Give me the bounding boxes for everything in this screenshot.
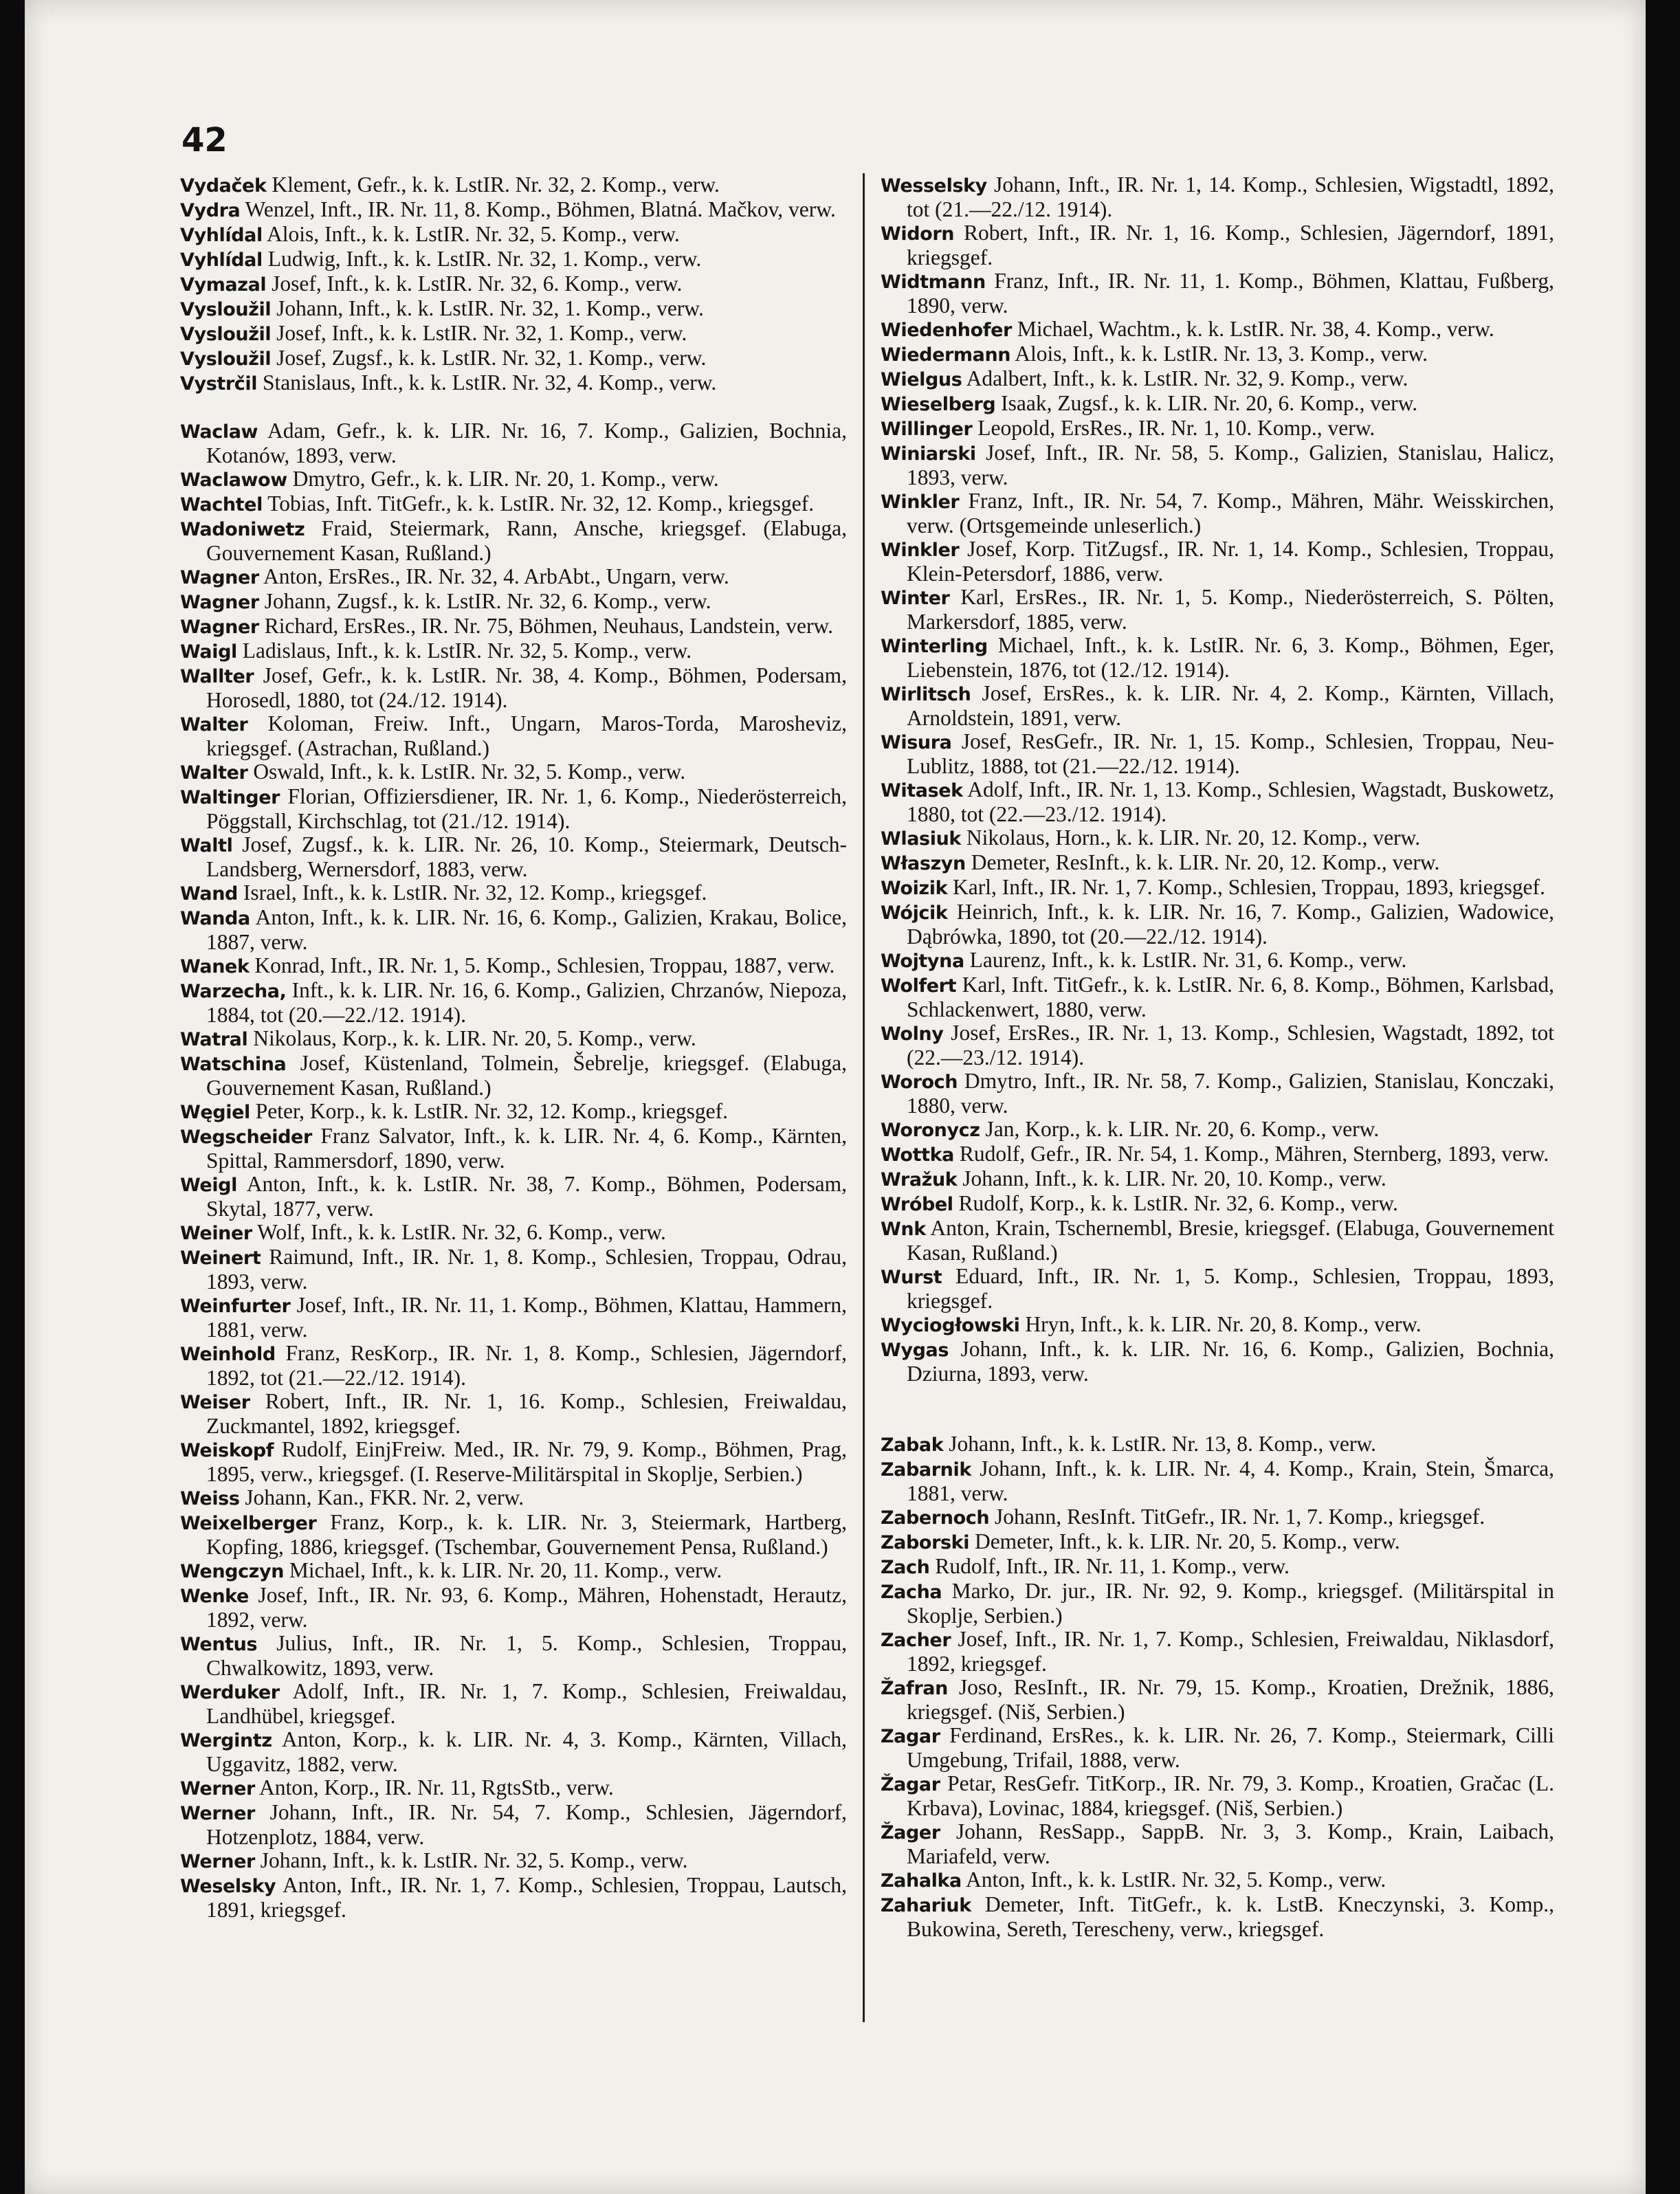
entry-text: Stanislaus, Inft., k. k. LstIR. Nr. 32, 4. Komp., verw. (262, 370, 717, 395)
list-item (881, 269, 1554, 318)
entry-text: Klement, Gefr., k. k. LstIR. Nr. 32, 2. Komp., verw. (272, 173, 720, 197)
entry-text: Konrad, Inft., IR. Nr. 1, 5. Komp., Schlesien, Troppau, 1887, verw. (254, 953, 835, 977)
entry-text: Adam, Gefr., k. k. LIR. Nr. 16, 7. Komp., Galizien, Bochnia, Kotanów, 1893, verw. (206, 419, 848, 467)
list-item (881, 1580, 1554, 1628)
entry-name: Weinhold (180, 1344, 276, 1365)
list-item (881, 634, 1554, 682)
entry-text: Josef, Korp. TitZugsf., IR. Nr. 1, 14. Komp., Schlesien, Troppau, Klein-Petersdorf, 1886, verw. (907, 537, 1555, 586)
entry-text: Josef, Gefr., k. k. LstIR. Nr. 38, 4. Komp., Böhmen, Podersam, Horosedl, 1880, tot (24./12. 1914). (206, 663, 848, 712)
entry-text: Alois, Inft., k. k. LstIR. Nr. 13, 3. Komp., verw. (1015, 342, 1428, 366)
list-item (881, 1530, 1554, 1555)
list-item (180, 1100, 847, 1124)
list-item (180, 785, 847, 833)
list-item (881, 1118, 1554, 1142)
entry-text: Florian, Offiziersdiener, IR. Nr. 1, 6. Komp., Niederösterreich, Pöggstall, Kirchschlag, tot (21./12. 1914). (206, 784, 847, 833)
entry-text: Josef, Inft., k. k. LstIR. Nr. 32, 6. Komp., verw. (272, 272, 683, 296)
entry-text: Adolf, Inft., IR. Nr. 1, 7. Komp., Schlesien, Freiwaldau, Landhübel, kriegsgef. (206, 1679, 847, 1728)
entry-text: Marko, Dr. jur., IR. Nr. 92, 9. Komp., kriegsgef. (Militärspital in Skoplje, Serbien.) (907, 1579, 1554, 1628)
entry-text: Julius, Inft., IR. Nr. 1, 5. Komp., Schlesien, Troppau, Chwalkowitz, 1893, verw. (206, 1631, 848, 1680)
entry-name: Vyhlídal (180, 225, 263, 246)
entry-name: Wróbel (881, 1194, 953, 1215)
list-item (180, 590, 847, 614)
entry-text: Wolf, Inft., k. k. LstIR. Nr. 32, 6. Komp., verw. (257, 1220, 666, 1244)
entry-name: Werner (180, 1851, 255, 1872)
list-item (180, 1559, 847, 1584)
list-item (881, 1724, 1554, 1772)
list-item (180, 371, 847, 396)
list-item (180, 1294, 847, 1342)
list-item (180, 614, 847, 639)
list-item (180, 1390, 847, 1438)
list-item (180, 639, 847, 664)
left-column (180, 173, 847, 1922)
list-item (180, 979, 847, 1027)
entry-text: Dmytro, Gefr., k. k. LIR. Nr. 20, 1. Komp., verw. (292, 467, 719, 491)
entry-name: Vydra (180, 200, 241, 221)
entry-text: Johann, Zugsf., k. k. LstIR. Nr. 32, 6. Komp., verw. (264, 589, 711, 613)
entry-name: Zaborski (881, 1532, 970, 1553)
entry-name: Werner (180, 1803, 255, 1824)
list-item (180, 198, 847, 223)
list-item (881, 1192, 1554, 1217)
entry-name: Wolfert (881, 975, 957, 997)
entry-text: Tobias, Inft. TitGefr., k. k. LstIR. Nr. 32, 12. Komp., kriegsgef. (267, 491, 815, 516)
list-item (180, 346, 847, 371)
entry-name: Wojtyna (881, 951, 964, 972)
entry-text: Demeter, Inft. TitGefr., k. k. LstB. Kneczynski, 3. Komp., Bukowina, Sereth, Terescheny, verw., kriegsgef. (907, 1892, 1554, 1941)
entry-name: Widorn (881, 223, 955, 245)
list-item (881, 1505, 1554, 1530)
entry-text: Karl, Inft., IR. Nr. 1, 7. Komp., Schlesien, Troppau, 1893, kriegsgef. (953, 875, 1545, 899)
list-item (180, 833, 847, 881)
entry-name: Wentus (180, 1634, 258, 1655)
entry-text: Johann, ResSapp., SappB. Nr. 3, 3. Komp., Krain, Laibach, Mariafeld, verw. (907, 1819, 1554, 1868)
list-item (180, 565, 847, 590)
entry-name: Wiedermann (881, 344, 1011, 366)
entry-name: Wójcik (881, 902, 948, 924)
entry-name: Walter (180, 762, 248, 784)
entry-name: Zabernoch (881, 1507, 990, 1529)
list-item (881, 1070, 1554, 1118)
entry-name: Zabarnik (881, 1459, 971, 1481)
entry-text: Josef, Inft., IR. Nr. 93, 6. Komp., Mähren, Hohenstadt, Herautz, 1892, verw. (206, 1583, 847, 1632)
entry-text: Johann, Kan., FKR. Nr. 2, verw. (245, 1485, 524, 1509)
list-item (180, 173, 847, 198)
entry-name: Wengczyn (180, 1561, 285, 1582)
list-item (881, 392, 1554, 417)
entry-name: Wiedenhofer (881, 320, 1012, 341)
list-item (881, 417, 1554, 441)
entry-text: Richard, ErsRes., IR. Nr. 75, Böhmen, Neuhaus, Landstein, verw. (264, 614, 834, 638)
entry-text: Josef, Zugsf., k. k. LstIR. Nr. 32, 1. Komp., verw. (276, 346, 707, 370)
entry-text: Nikolaus, Horn., k. k. LIR. Nr. 20, 12. Komp., verw. (966, 825, 1421, 850)
list-item (180, 1680, 847, 1728)
entry-name: Wisura (881, 732, 952, 753)
list-item (180, 1801, 847, 1849)
entry-text: Johann, Inft., k. k. LIR. Nr. 16, 6. Komp., Galizien, Bochnia, Dziurna, 1893, verw. (907, 1337, 1554, 1386)
entry-name: Widtmann (881, 272, 986, 293)
entry-name: Zagar (881, 1726, 940, 1747)
list-item (881, 682, 1554, 730)
entry-text: Inft., k. k. LIR. Nr. 16, 6. Komp., Galizien, Chrzanów, Niepoza, 1884, tot (20.—22./12. 1914). (206, 978, 847, 1027)
entry-text: Johann, ResInft. TitGefr., IR. Nr. 1, 7. Komp., kriegsgef. (995, 1505, 1485, 1529)
entry-text: Josef, Inft., IR. Nr. 11, 1. Komp., Böhmen, Klattau, Hammern, 1881, verw. (206, 1293, 848, 1342)
entry-name: Zach (881, 1557, 930, 1578)
list-item (881, 1265, 1554, 1313)
entry-name: Weiss (180, 1488, 240, 1509)
entry-name: Wirlitsch (881, 684, 971, 705)
entry-text: Karl, ErsRes., IR. Nr. 1, 5. Komp., Niederösterreich, S. Pölten, Markersdorf, 1885, verw. (907, 585, 1554, 634)
entry-text: Johann, Inft., IR. Nr. 1, 14. Komp., Schlesien, Wigstadtl, 1892, tot (21.—22./12. 1914). (907, 173, 1555, 221)
list-item (180, 1874, 847, 1922)
list-item (180, 223, 847, 247)
list-item (180, 1173, 847, 1221)
entry-text: Rudolf, Inft., IR. Nr. 11, 1. Komp., verw. (935, 1554, 1290, 1578)
list-item (881, 851, 1554, 876)
list-item (180, 247, 847, 272)
list-item (180, 297, 847, 322)
entry-text: Michael, Inft., k. k. LIR. Nr. 20, 11. Komp., verw. (289, 1558, 722, 1582)
list-item (881, 1676, 1554, 1724)
entry-name: Vysloužil (180, 348, 272, 370)
entry-name: Vymazal (180, 274, 267, 296)
entry-name: Właszyn (881, 853, 966, 874)
list-item (881, 1457, 1554, 1505)
list-item (881, 1167, 1554, 1192)
entry-name: Vysloužil (180, 324, 272, 345)
entry-name: Zabak (881, 1434, 944, 1456)
entry-name: Waltl (180, 835, 233, 856)
entry-name: Wagner (180, 592, 259, 613)
entry-name: Wallter (180, 666, 254, 687)
entry-name: Wražuk (881, 1169, 958, 1190)
entry-name: Winkler (881, 540, 960, 561)
entry-text: Dmytro, Inft., IR. Nr. 58, 7. Komp., Galizien, Stanislau, Konczaki, 1880, verw. (907, 1069, 1555, 1118)
entry-name: Winkler (881, 491, 960, 513)
entry-text: Heinrich, Inft., k. k. LIR. Nr. 16, 7. Komp., Galizien, Wadowice, Dąbrówka, 1890, tot (20.—22./12. 1914). (907, 900, 1555, 949)
list-item (881, 949, 1554, 973)
entry-text: Oswald, Inft., k. k. LstIR. Nr. 32, 5. Komp., verw. (253, 760, 686, 784)
entry-name: Weiner (180, 1223, 252, 1244)
entry-name: Wielgus (881, 369, 962, 390)
document-page (25, 0, 1646, 2194)
list-item (881, 1868, 1554, 1893)
entry-name: Wesselsky (881, 175, 987, 197)
entry-text: Johann, Inft., k. k. LstIR. Nr. 32, 5. Komp., verw. (260, 1848, 688, 1872)
entry-text: Joso, ResInft., IR. Nr. 79, 15. Komp., Kroatien, Drežnik, 1886, kriegsgef. (Niš, Serbien.) (907, 1675, 1555, 1724)
list-item (881, 973, 1554, 1021)
page-number: 42 (181, 121, 228, 159)
entry-text: Karl, Inft. TitGefr., k. k. LstIR. Nr. 6, 8. Komp., Böhmen, Karlsbad, Schlackenwert, 1880, verw. (907, 973, 1555, 1021)
entry-text: Josef, ErsRes., IR. Nr. 1, 13. Komp., Schlesien, Wagstadt, 1892, tot (22.—23./12. 1914). (907, 1021, 1554, 1070)
entry-name: Wnk (881, 1219, 926, 1240)
entry-text: Johann, Inft., k. k. LIR. Nr. 4, 4. Komp., Krain, Stein, Šmarca, 1881, verw. (907, 1456, 1555, 1505)
list-item (881, 318, 1554, 342)
entry-text: Ferdinand, ErsRes., k. k. LIR. Nr. 26, 7. Komp., Steiermark, Cilli Umgebung, Trifail, 1888, verw. (907, 1723, 1555, 1772)
entry-name: Wanda (180, 908, 250, 929)
list-item (881, 441, 1554, 489)
list-item (180, 492, 847, 517)
entry-text: Franz, ResKorp., IR. Nr. 1, 8. Komp., Schlesien, Jägerndorf, 1892, tot (21.—22./12. 1914). (206, 1341, 848, 1390)
list-item (881, 900, 1554, 949)
entry-text: Hryn, Inft., k. k. LIR. Nr. 20, 8. Komp., verw. (1025, 1312, 1422, 1336)
entry-name: Wottka (881, 1144, 954, 1166)
entry-name: Wolny (881, 1023, 944, 1045)
list-item (881, 1893, 1554, 1941)
entry-name: Winiarski (881, 443, 976, 465)
entry-text: Josef, Inft., IR. Nr. 58, 5. Komp., Galizien, Stanislau, Halicz, 1893, verw. (907, 441, 1555, 489)
entry-name: Weigl (180, 1175, 237, 1196)
entry-text: Franz Salvator, Inft., k. k. LIR. Nr. 4, 6. Komp., Kärnten, Spittal, Rammersdorf, 1890, verw. (206, 1124, 848, 1173)
entry-name: Wyciogłowski (881, 1315, 1020, 1336)
list-item (881, 1820, 1554, 1868)
entry-text: Franz, Korp., k. k. LIR. Nr. 3, Steiermark, Hartberg, Kopfing, 1886, kriegsgef. (Tschembar, Gouvernement Pensa, Rußland.) (206, 1510, 847, 1559)
entry-name: Wanek (180, 956, 250, 977)
entry-text: Michael, Wachtm., k. k. LstIR. Nr. 38, 4. Komp., verw. (1017, 317, 1494, 341)
entry-text: Eduard, Inft., IR. Nr. 1, 5. Komp., Schlesien, Troppau, 1893, kriegsgef. (907, 1264, 1554, 1313)
list-item (180, 1221, 847, 1245)
entry-text: Josef, Inft., k. k. LstIR. Nr. 32, 1. Komp., verw. (276, 321, 687, 345)
list-item (180, 954, 847, 979)
entry-text: Nikolaus, Korp., k. k. LIR. Nr. 20, 5. Komp., verw. (253, 1026, 696, 1050)
entry-name: Waigl (180, 641, 237, 663)
entry-text: Petar, ResGefr. TitKorp., IR. Nr. 79, 3. Komp., Kroatien, Gračac (L. Krbava), Lovinac, 1884, kriegsgef. (Niš, Serbien.) (907, 1771, 1554, 1820)
list-item (881, 1772, 1554, 1820)
entry-text: Anton, Krain, Tschernembl, Bresie, kriegsgef. (Elabuga, Gouvernement Kasan, Rußland.) (907, 1216, 1555, 1265)
entry-name: Weselsky (180, 1876, 276, 1897)
list-item (881, 1021, 1554, 1070)
entry-text: Ladislaus, Inft., k. k. LstIR. Nr. 32, 5. Komp., verw. (242, 639, 692, 663)
entry-name: Wadoniwetz (180, 519, 305, 540)
list-item (180, 419, 847, 467)
entry-name: Zacha (881, 1582, 942, 1603)
entry-text: Laurenz, Inft., k. k. LstIR. Nr. 31, 6. Komp., verw. (969, 948, 1407, 972)
entry-text: Raimund, Inft., IR. Nr. 1, 8. Komp., Schlesien, Troppau, Odrau, 1893, verw. (206, 1245, 847, 1294)
entry-name: Vyhlídal (180, 250, 263, 271)
entry-name: Wegscheider (180, 1127, 312, 1148)
entry-name: Woronycz (881, 1120, 980, 1141)
entry-text: Anton, Inft., k. k. LIR. Nr. 16, 6. Komp., Galizien, Krakau, Bolice, 1887, verw. (206, 905, 847, 954)
entry-name: Zacher (881, 1630, 951, 1651)
entry-text: Josef, ErsRes., k. k. LIR. Nr. 4, 2. Komp., Kärnten, Villach, Arnoldstein, 1891, verw. (907, 681, 1554, 730)
list-item (180, 1728, 847, 1776)
entry-name: Weixelberger (180, 1513, 317, 1534)
list-item (881, 1628, 1554, 1676)
list-item (881, 1313, 1554, 1338)
entry-text: Alois, Inft., k. k. LstIR. Nr. 32, 5. Komp., verw. (266, 222, 680, 246)
list-item (180, 467, 847, 492)
entry-name: Weinfurter (180, 1296, 291, 1317)
list-item (180, 760, 847, 785)
entry-text: Michael, Inft., k. k. LstIR. Nr. 6, 3. Komp., Böhmen, Eger, Liebenstein, 1876, tot (12./12. 1914). (907, 633, 1555, 682)
entry-name: Wieselberg (881, 394, 996, 415)
list-item (180, 1438, 847, 1486)
entry-name: Wygas (881, 1340, 949, 1361)
entry-text: Anton, Inft., k. k. LstIR. Nr. 38, 7. Komp., Böhmen, Podersam, Skytal, 1877, verw. (206, 1172, 847, 1221)
entry-text: Rudolf, Korp., k. k. LstIR. Nr. 32, 6. Komp., verw. (958, 1191, 1398, 1215)
entry-name: Watral (180, 1029, 248, 1050)
entry-name: Žafran (881, 1678, 948, 1699)
entry-text: Israel, Inft., k. k. LstIR. Nr. 32, 12. Komp., kriegsgef. (243, 880, 707, 905)
entry-text: Rudolf, Gefr., IR. Nr. 54, 1. Komp., Mähren, Sternberg, 1893, verw. (959, 1142, 1549, 1166)
entry-name: Wlasiuk (881, 828, 961, 850)
entry-text: Peter, Korp., k. k. LstIR. Nr. 32, 12. Komp., kriegsgef. (255, 1099, 728, 1123)
entry-text: Adalbert, Inft., k. k. LstIR. Nr. 32, 9. Komp., verw. (966, 366, 1408, 390)
list-item (180, 1849, 847, 1874)
entry-name: Werduker (180, 1682, 280, 1703)
list-item (881, 342, 1554, 367)
list-item (180, 1511, 847, 1559)
entry-name: Vystrčil (180, 373, 258, 395)
entry-text: Anton, Korp., IR. Nr. 11, RgtsStb., verw. (259, 1775, 614, 1799)
list-item (881, 1555, 1554, 1580)
list-item (881, 826, 1554, 851)
entry-text: Koloman, Freiw. Inft., Ungarn, Maros-Torda, Marosheviz, kriegsgef. (Astrachan, Rußland.) (206, 711, 847, 760)
entry-name: Winter (881, 588, 950, 609)
entry-text: Rudolf, EinjFreiw. Med., IR. Nr. 79, 9. Komp., Böhmen, Prag, 1895, verw., kriegsgef. (I. Reserve-Militärspital in Skoplje, Serbien.) (206, 1437, 847, 1486)
entry-name: Weiskopf (180, 1440, 274, 1461)
entry-name: Wergintz (180, 1730, 272, 1751)
entry-name: Waclaw (180, 421, 258, 443)
entry-text: Anton, Inft., IR. Nr. 1, 7. Komp., Schlesien, Troppau, Lautsch, 1891, kriegsgef. (206, 1873, 847, 1922)
entry-name: Wagner (180, 617, 259, 638)
entry-name: Werner (180, 1778, 255, 1799)
entry-text: Isaak, Zugsf., k. k. LIR. Nr. 20, 6. Komp., verw. (1001, 391, 1418, 415)
list-item (881, 1338, 1554, 1386)
right-column (881, 173, 1554, 1941)
entry-text: Wenzel, Inft., IR. Nr. 11, 8. Komp., Böhmen, Blatná. Mačkov, verw. (245, 197, 836, 221)
entry-name: Woroch (881, 1072, 958, 1093)
entry-name: Vydaček (180, 175, 267, 197)
list-item (180, 1245, 847, 1294)
list-item (881, 367, 1554, 392)
list-item (180, 712, 847, 760)
entry-name: Watschina (180, 1054, 287, 1075)
entry-name: Willinger (881, 419, 973, 440)
list-item (180, 322, 847, 346)
entry-name: Walter (180, 714, 248, 735)
entry-name: Weinert (180, 1248, 261, 1269)
list-item (180, 517, 847, 565)
entry-text: Johann, Inft., IR. Nr. 54, 7. Komp., Schlesien, Jägerndorf, Hotzenplotz, 1884, verw. (206, 1800, 847, 1849)
entry-name: Warzecha, (180, 981, 287, 1002)
entry-text: Johann, Inft., k. k. LIR. Nr. 20, 10. Komp., verw. (962, 1166, 1386, 1190)
entry-text: Anton, Korp., k. k. LIR. Nr. 4, 3. Komp., Kärnten, Villach, Uggavitz, 1882, verw. (206, 1727, 848, 1776)
entry-name: Waclawow (180, 469, 287, 491)
entry-text: Robert, Inft., IR. Nr. 1, 16. Komp., Schlesien, Jägerndorf, 1891, kriegsgef. (907, 221, 1554, 269)
list-item (180, 1342, 847, 1390)
entry-text: Anton, Inft., k. k. LstIR. Nr. 32, 5. Komp., verw. (966, 1868, 1386, 1892)
entry-name: Wurst (881, 1267, 942, 1288)
entry-text: Franz, Inft., IR. Nr. 11, 1. Komp., Böhmen, Klattau, Fußberg, 1890, verw. (907, 269, 1554, 318)
list-item (180, 1584, 847, 1632)
list-item (180, 272, 847, 297)
entry-text: Jan, Korp., k. k. LIR. Nr. 20, 6. Komp., verw. (985, 1117, 1380, 1141)
entry-name: Žager (881, 1822, 940, 1843)
entry-name: Wachtel (180, 494, 263, 516)
entry-text: Ludwig, Inft., k. k. LstIR. Nr. 32, 1. Komp., verw. (267, 247, 702, 271)
list-item (881, 586, 1554, 634)
column-divider (863, 173, 865, 2022)
entry-text: Anton, ErsRes., IR. Nr. 32, 4. ArbAbt., Ungarn, verw. (263, 564, 729, 588)
entry-name: Žagar (881, 1774, 940, 1795)
entry-name: Wand (180, 883, 238, 905)
list-item (180, 881, 847, 906)
list-item (180, 1486, 847, 1511)
list-item (180, 1124, 847, 1173)
list-item (180, 664, 847, 712)
list-item (180, 1027, 847, 1052)
entry-text: Adolf, Inft., IR. Nr. 1, 13. Komp., Schlesien, Wagstadt, Buskowetz, 1880, tot (22.—23./12. 1914). (907, 777, 1554, 826)
entry-text: Josef, Zugsf., k. k. LIR. Nr. 26, 10. Komp., Steiermark, Deutsch-Landsberg, Wernersdorf, 1883, verw. (206, 832, 847, 881)
entry-name: Wenke (180, 1586, 249, 1607)
entry-name: Zahariuk (881, 1895, 971, 1916)
section-spacer (881, 1386, 1554, 1432)
entry-name: Vysloužil (180, 299, 272, 320)
entry-text: Josef, Küstenland, Tolmein, Šebrelje, kriegsgef. (Elabuga, Gouvernement Kasan, Rußland.) (206, 1051, 847, 1100)
list-item (881, 876, 1554, 900)
list-item (881, 730, 1554, 778)
section-spacer (180, 396, 847, 419)
entry-text: Franz, Inft., IR. Nr. 54, 7. Komp., Mähren, Mähr. Weisskirchen, verw. (Ortsgemeinde unleserlich.) (907, 489, 1555, 538)
list-item (881, 778, 1554, 826)
entry-text: Robert, Inft., IR. Nr. 1, 16. Komp., Schlesien, Freiwaldau, Zuckmantel, 1892, kriegsgef. (206, 1389, 847, 1438)
entry-name: Węgiel (180, 1102, 250, 1123)
entry-text: Fraid, Steiermark, Rann, Ansche, kriegsgef. (Elabuga, Gouvernement Kasan, Rußland.) (206, 516, 848, 565)
entry-text: Demeter, Inft., k. k. LIR. Nr. 20, 5. Komp., verw. (974, 1529, 1400, 1553)
entry-text: Johann, Inft., k. k. LstIR. Nr. 32, 1. Komp., verw. (276, 296, 704, 320)
entry-text: Josef, ResGefr., IR. Nr. 1, 15. Komp., Schlesien, Troppau, Neu-Lublitz, 1888, tot (21.—22./12. 1914). (907, 729, 1554, 778)
entry-name: Winterling (881, 636, 988, 657)
list-item (881, 173, 1554, 221)
entry-text: Leopold, ErsRes., IR. Nr. 1, 10. Komp., verw. (977, 416, 1375, 440)
entry-text: Demeter, ResInft., k. k. LIR. Nr. 20, 12. Komp., verw. (971, 850, 1440, 874)
list-item (881, 1217, 1554, 1265)
entry-text: Johann, Inft., k. k. LstIR. Nr. 13, 8. Komp., verw. (949, 1432, 1376, 1456)
entry-name: Waltinger (180, 787, 280, 808)
list-item (180, 1052, 847, 1100)
entry-name: Zahalka (881, 1870, 962, 1892)
list-item (180, 1776, 847, 1801)
list-item (881, 1142, 1554, 1167)
entry-name: Woizik (881, 878, 948, 899)
list-item (881, 538, 1554, 586)
list-item (881, 221, 1554, 269)
list-item (180, 906, 847, 954)
entry-name: Wagner (180, 567, 259, 588)
entry-name: Witasek (881, 780, 963, 801)
entry-text: Josef, Inft., IR. Nr. 1, 7. Komp., Schlesien, Freiwaldau, Niklasdorf, 1892, kriegsgef. (907, 1627, 1554, 1676)
entry-name: Weiser (180, 1392, 250, 1413)
list-item (881, 1432, 1554, 1457)
list-item (180, 1632, 847, 1680)
list-item (881, 489, 1554, 538)
